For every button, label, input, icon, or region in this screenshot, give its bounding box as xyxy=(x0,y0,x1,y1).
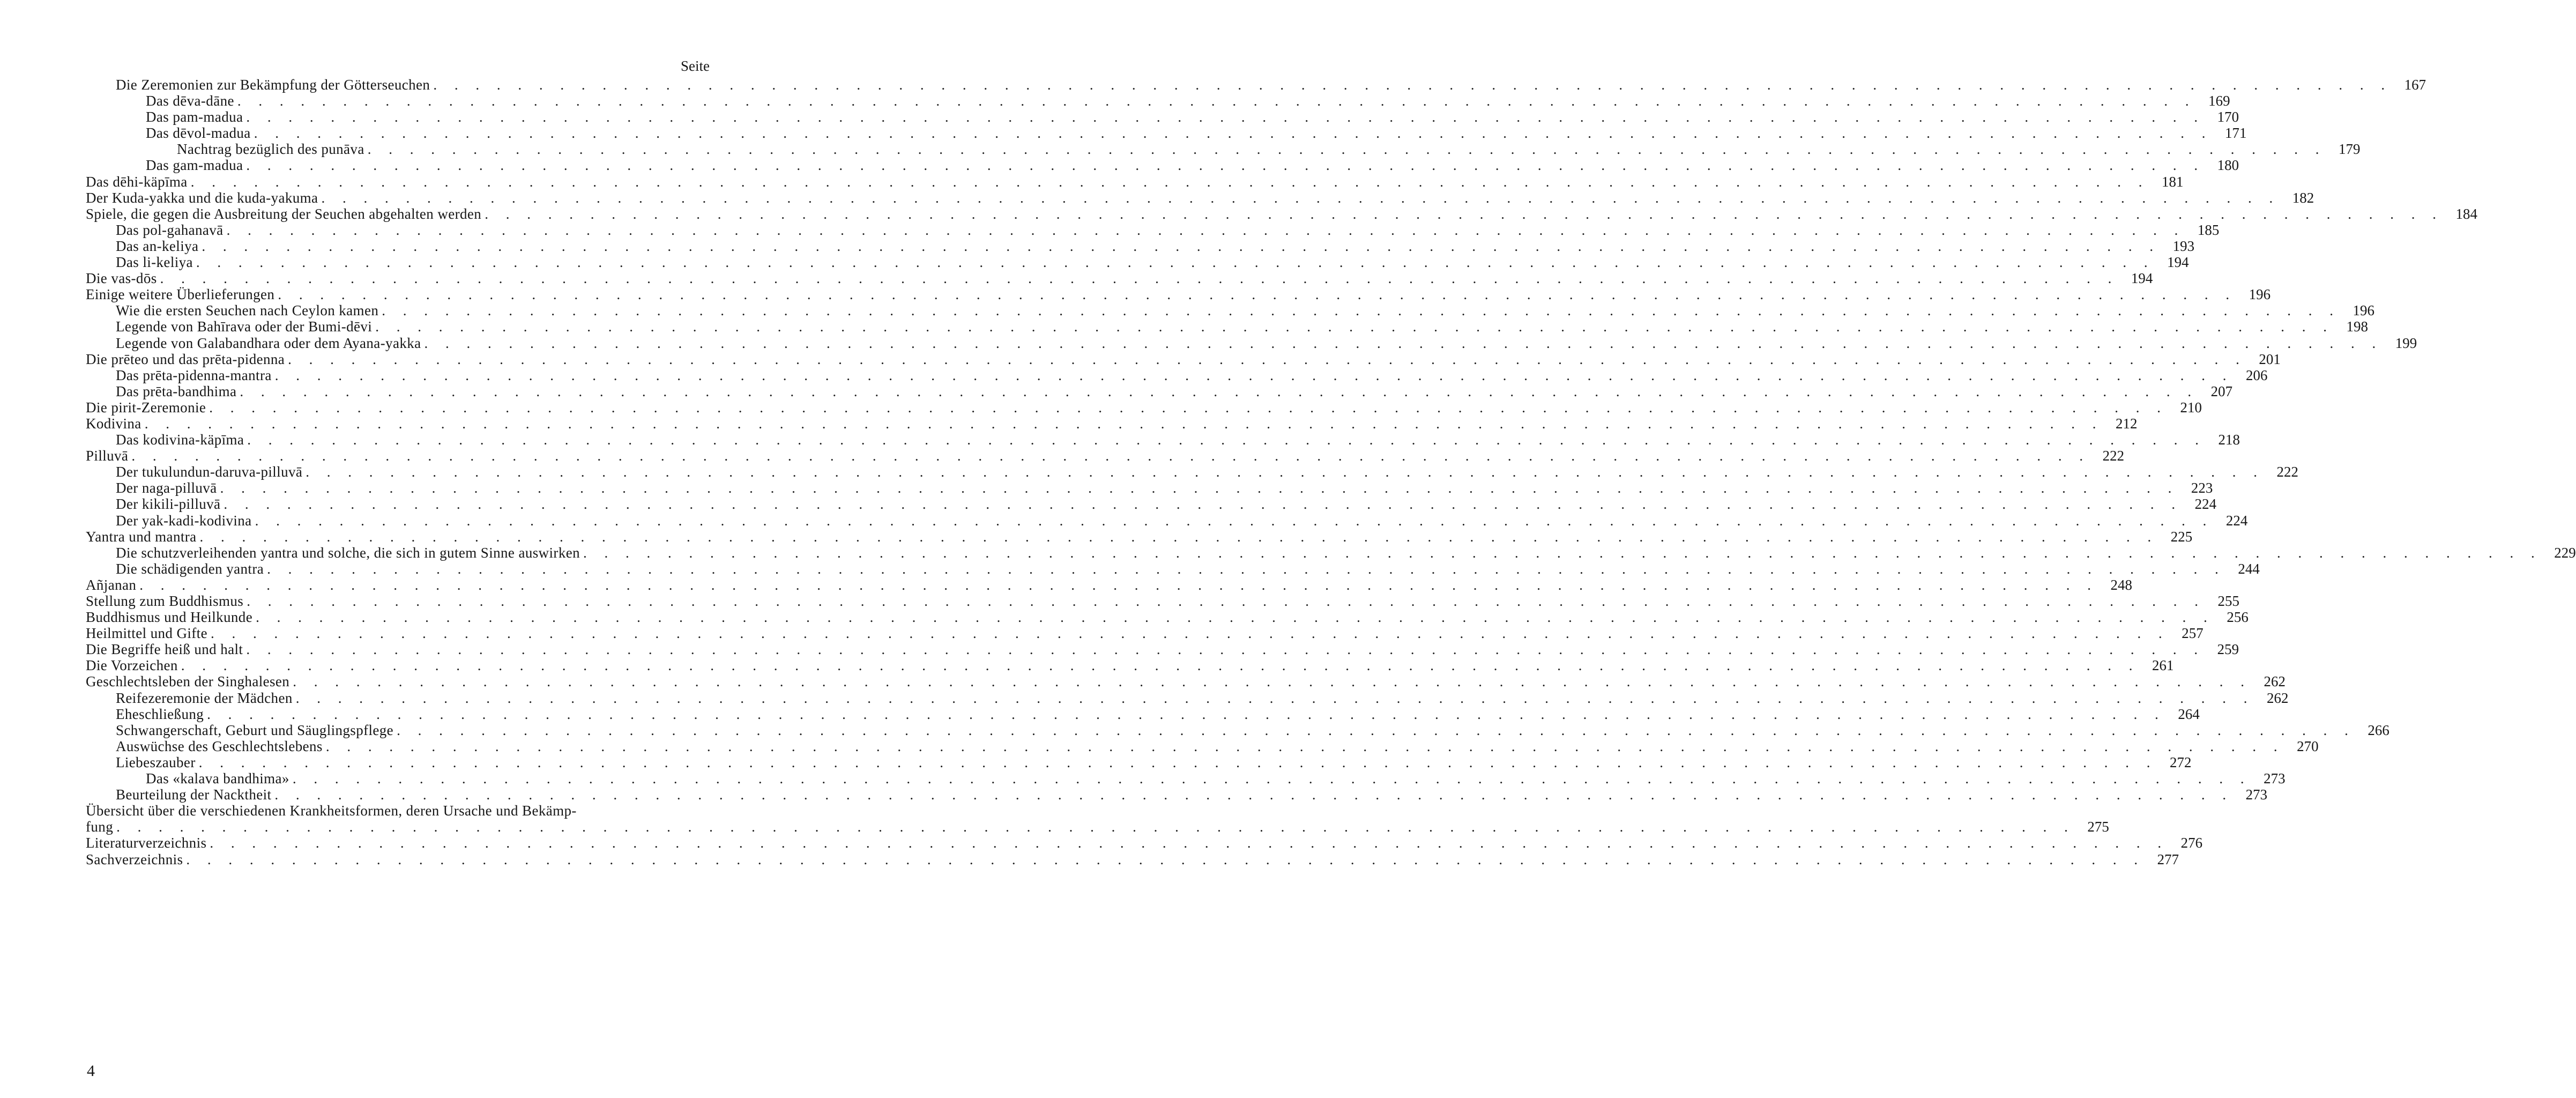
dot-leader: . . . . . . . . . . . . . . . . . . . . . . . . . . . . . . . . . . . . . . . . . . . . . . . . . . . . . . . . . . . . . . . . . . . . . . . . . . . . . . . . . . . . . . . . . . . . . xyxy=(267,560,2225,577)
toc-entry-row xyxy=(116,706,2200,722)
toc-entry-page-number: 225 xyxy=(2170,528,2193,545)
dot-leader: . . . . . . . . . . . . . . . . . . . . . . . . . . . . . . . . . . . . . . . . . . . . . . . . . . . . . . . . . . . . . . . . . . . . . . . . . . . . . . . . . . . . . . . . . . . . . xyxy=(274,787,2233,803)
toc-entry-page-number: 185 xyxy=(2197,221,2220,238)
toc-entry xyxy=(86,754,2192,770)
dot-leader: . . . . . . . . . . . . . . . . . . . . . . . . . . . . . . . . . . . . . . . . . . . . . . . . . . . . . . . . . . . . . . . . . . . . . . . . . . . . . . . . . . . . . . . . . . . . . xyxy=(181,657,2140,674)
toc-entry-title: Añjanan xyxy=(86,576,137,593)
toc-entry xyxy=(86,205,2477,222)
toc-entry-row xyxy=(86,173,2184,190)
toc-entry xyxy=(86,351,2281,367)
dot-leader: . . . . . . . . . . . . . . . . . . . . . . . . . . . . . . . . . . . . . . . . . . . . . . . . . . . . . . . . . . . . . . . . . . . . . . . . . . . . . . . . . . . . . . . . . . . . . xyxy=(254,125,2213,142)
toc-entry-row xyxy=(86,641,2239,658)
toc-entry-row xyxy=(86,415,2138,432)
toc-entry-row xyxy=(86,286,2271,303)
toc-entry-page-number: 171 xyxy=(2224,125,2247,142)
toc-entry-row xyxy=(86,657,2174,674)
toc-entry-title: Das dēhi-käpīma xyxy=(86,173,188,190)
dot-leader: . . . . . . . . . . . . . . . . . . . . . . . . . . . . . . . . . . . . . . . . . . . . . . . . . . . . . . . . . . . . . . . . . . . . . . . . . . . . . . . . . . . . . . . . . . . . . xyxy=(246,641,2205,658)
dot-leader: . . . . . . . . . . . . . . . . . . . . . . . . . . . . . . . . . . . . . . . . . . . . . . . . . . . . . . . . . . . . . . . . . . . . . . . . . . . . . . . . . . . . . . . . . . . . . xyxy=(278,286,2237,303)
dot-leader: . . . . . . . . . . . . . . . . . . . . . . . . . . . . . . . . . . . . . . . . . . . . . . . . . . . . . . . . . . . . . . . . . . . . . . . . . . . . . . . . . . . . . . . . . . . . . xyxy=(255,512,2214,529)
dot-leader: . . . . . . . . . . . . . . . . . . . . . . . . . . . . . . . . . . . . . . . . . . . . . . . . . . . . . . . . . . . . . . . . . . . . . . . . . . . . . . . . . . . . . . . . . . . . . xyxy=(116,819,2075,835)
toc-entry-title: Nachtrag bezüglich des punāva xyxy=(177,141,364,158)
toc-entry-page-number: 275 xyxy=(2087,819,2109,835)
toc-entry xyxy=(86,722,2389,738)
dot-leader: . . . . . . . . . . . . . . . . . . . . . . . . . . . . . . . . . . . . . . . . . . . . . . . . . . . . . . . . . . . . . . . . . . . . . . . . . . . . . . . . . . . . . . . . . . . . . xyxy=(246,109,2205,125)
toc-entry-title: Legende von Galabandhara oder dem Ayana-yakka xyxy=(116,335,421,351)
toc-entry-page-number: 206 xyxy=(2245,367,2268,383)
toc-entry-title: Legende von Bahīrava oder der Bumi-dēvi xyxy=(116,318,373,335)
toc-entry-row xyxy=(116,496,2217,513)
dot-leader: . . . . . . . . . . . . . . . . . . . . . . . . . . . . . . . . . . . . . . . . . . . . . . . . . . . . . . . . . . . . . . . . . . . . . . . . . . . . . . . . . . . . . . . . . . . . . xyxy=(321,189,2280,206)
toc-entry-title: Beurteilung der Nacktheit xyxy=(116,787,272,803)
toc-entry-title: Die vas-dōs xyxy=(86,270,157,287)
toc-entry-title-line: Übersicht über die verschiedenen Krankheitsformen, deren Ursache und Bekämp- xyxy=(86,803,577,819)
toc-entry-page-number: 210 xyxy=(2180,399,2202,416)
toc-entry-row xyxy=(86,593,2239,609)
toc-entry-page-number: 180 xyxy=(2217,157,2239,174)
toc-entry xyxy=(86,189,2314,206)
toc-entry-page-number: 262 xyxy=(2264,673,2285,690)
toc-entry-page-number: 194 xyxy=(2167,254,2189,271)
page-column-header: Seite xyxy=(681,58,710,74)
toc-entry-row xyxy=(116,432,2240,448)
dot-leader: . . . . . . . . . . . . . . . . . . . . . . . . . . . . . . . . . . . . . . . . . . . . . . . . . . . . . . . . . . . . . . . . . . . . . . . . . . . . . . . . . . . . . . . . . . . . . xyxy=(210,835,2169,851)
toc-entry-page-number: 270 xyxy=(2297,738,2319,754)
toc-entry xyxy=(86,738,2319,754)
toc-entry xyxy=(86,173,2184,190)
dot-leader: . . . . . . . . . . . . . . . . . . . . . . . . . . . . . . . . . . . . . . . . . . . . . . . . . . . . . . . . . . . . . . . . . . . . . . . . . . . . . . . . . . . . . . . . . . . . . xyxy=(397,722,2355,738)
toc-entry-row xyxy=(116,544,2576,561)
toc-entry-row xyxy=(116,738,2319,754)
toc-entry xyxy=(86,544,2576,561)
toc-entry-title: fung xyxy=(86,819,114,835)
toc-entry-title: Das li-keliya xyxy=(116,254,193,271)
toc-entry-row xyxy=(116,383,2233,399)
dot-leader: . . . . . . . . . . . . . . . . . . . . . . . . . . . . . . . . . . . . . . . . . . . . . . . . . . . . . . . . . . . . . . . . . . . . . . . . . . . . . . . . . . . . . . . . . . . . . xyxy=(433,77,2392,93)
toc-entry xyxy=(86,464,2299,480)
toc-entry-title: Die Vorzeichen xyxy=(86,657,178,674)
toc-entry-row xyxy=(116,560,2260,577)
toc-entry xyxy=(86,657,2174,674)
toc-entry xyxy=(86,77,2426,93)
toc-entry-row xyxy=(116,787,2268,803)
toc-entry-title: Die schutzverleihenden yantra und solche, die sich in gutem Sinne auswirken xyxy=(116,544,580,561)
dot-leader: . . . . . . . . . . . . . . . . . . . . . . . . . . . . . . . . . . . . . . . . . . . . . . . . . . . . . . . . . . . . . . . . . . . . . . . . . . . . . . . . . . . . . . . . . . . . . xyxy=(226,221,2185,238)
toc-entry xyxy=(86,415,2138,432)
toc-entry-title: Der kikili-pilluvā xyxy=(116,496,221,513)
page-number: 4 xyxy=(87,1062,95,1080)
toc-entry xyxy=(86,399,2202,416)
toc-entry-row xyxy=(116,754,2192,770)
toc-entry-row xyxy=(146,770,2285,787)
toc-entry xyxy=(86,318,2368,335)
toc-entry xyxy=(86,770,2285,787)
toc-entry-page-number: 170 xyxy=(2217,109,2239,125)
toc-entry-page-number: 244 xyxy=(2238,560,2260,577)
toc-entry-page-number: 212 xyxy=(2115,415,2138,432)
toc-entry-page-number: 261 xyxy=(2152,657,2174,674)
toc-entry xyxy=(86,803,2109,835)
toc-entry xyxy=(86,335,2417,351)
toc-entry xyxy=(86,706,2200,722)
toc-entry-title: Pilluvā xyxy=(86,448,129,464)
toc-entry-row xyxy=(116,512,2248,529)
toc-entry xyxy=(86,528,2193,545)
toc-entry-page-number: 229 xyxy=(2554,544,2576,561)
toc-entry-title: Liebeszauber xyxy=(116,754,196,770)
toc-entry-page-number: 201 xyxy=(2259,351,2281,367)
toc-entry-title: Die Begriffe heiß und halt xyxy=(86,641,243,658)
toc-entry-title: Heilmittel und Gifte xyxy=(86,625,207,642)
dot-leader: . . . . . . . . . . . . . . . . . . . . . . . . . . . . . . . . . . . . . . . . . . . . . . . . . . . . . . . . . . . . . . . . . . . . . . . . . . . . . . . . . . . . . . . . . . . . . xyxy=(196,254,2155,271)
toc-entry-row xyxy=(86,528,2193,545)
toc-entry-row xyxy=(116,335,2417,351)
toc-entry xyxy=(86,141,2361,158)
toc-entry-page-number: 184 xyxy=(2455,205,2477,222)
toc-entry-title: Auswüchse des Geschlechtslebens xyxy=(116,738,323,754)
dot-leader: . . . . . . . . . . . . . . . . . . . . . . . . . . . . . . . . . . . . . . . . . . . . . . . . . . . . . . . . . . . . . . . . . . . . . . . . . . . . . . . . . . . . . . . . . . . . . xyxy=(160,270,2119,287)
toc-entry-row xyxy=(116,77,2426,93)
toc-entry-row xyxy=(86,851,2179,867)
toc-entry-row xyxy=(86,673,2285,690)
toc-entry-row xyxy=(116,367,2268,383)
dot-leader: . . . . . . . . . . . . . . . . . . . . . . . . . . . . . . . . . . . . . . . . . . . . . . . . . . . . . . . . . . . . . . . . . . . . . . . . . . . . . . . . . . . . . . . . . . . . . xyxy=(306,464,2265,480)
toc-entry-page-number: 255 xyxy=(2217,593,2239,609)
toc-entry-page-number: 193 xyxy=(2172,238,2195,254)
toc-entry-row xyxy=(116,318,2368,335)
toc-entry-title: Yantra und mantra xyxy=(86,528,197,545)
toc-entry-page-number: 273 xyxy=(2245,787,2268,803)
toc-entry xyxy=(86,673,2285,690)
toc-entry-row xyxy=(177,141,2361,158)
toc-entry-row xyxy=(116,302,2374,319)
toc-entry-row xyxy=(116,464,2299,480)
toc-entry xyxy=(86,157,2239,174)
toc-entry-title: Das prēta-bandhima xyxy=(116,383,237,399)
toc-entry-row xyxy=(86,270,2153,287)
toc-entry xyxy=(86,125,2247,142)
toc-entry-page-number: 207 xyxy=(2210,383,2233,399)
toc-entry xyxy=(86,560,2260,577)
toc-entry-title: Das gam-madua xyxy=(146,157,243,174)
toc-entry xyxy=(86,625,2203,642)
toc-entry-page-number: 224 xyxy=(2225,512,2248,529)
toc-entry-title: Der tukulundun-daruva-pilluvā xyxy=(116,464,303,480)
toc-entry-row xyxy=(86,576,2133,593)
toc-entry-row xyxy=(86,205,2477,222)
dot-leader: . . . . . . . . . . . . . . . . . . . . . . . . . . . . . . . . . . . . . . . . . . . . . . . . . . . . . . . . . . . . . . . . . . . . . . . . . . . . . . . . . . . . . . . . . . . . . xyxy=(190,173,2149,190)
toc-entry-page-number: 276 xyxy=(2180,835,2203,851)
toc-entry-title: Die prēteo und das prēta-pidenna xyxy=(86,351,285,367)
toc-entry-title: Kodivina xyxy=(86,415,142,432)
toc-entry-page-number: 264 xyxy=(2178,706,2200,722)
toc-entry-title: Das an-keliya xyxy=(116,238,199,254)
toc-entry-row xyxy=(116,480,2213,496)
toc-entry-title: Literaturverzeichnis xyxy=(86,835,207,851)
toc-entry-title: Das pam-madua xyxy=(146,109,243,125)
toc-entry-title: Einige weitere Überlieferungen xyxy=(86,286,275,303)
dot-leader: . . . . . . . . . . . . . . . . . . . . . . . . . . . . . . . . . . . . . . . . . . . . . . . . . . . . . . . . . . . . . . . . . . . . . . . . . . . . . . . . . . . . . . . . . . . . . xyxy=(293,673,2251,690)
toc-entry-title: Die schädigenden yantra xyxy=(116,560,264,577)
toc-entry-page-number: 259 xyxy=(2217,641,2239,658)
toc-entry-page-number: 198 xyxy=(2346,318,2368,335)
toc-entry-title: Geschlechtsleben der Singhalesen xyxy=(86,673,290,690)
toc-entry-title: Die pirit-Zeremonie xyxy=(86,399,206,416)
dot-leader: . . . . . . . . . . . . . . . . . . . . . . . . . . . . . . . . . . . . . . . . . . . . . . . . . . . . . . . . . . . . . . . . . . . . . . . . . . . . . . . . . . . . . . . . . . . . . xyxy=(367,141,2326,158)
toc-entry-row xyxy=(86,351,2281,367)
toc-entry-page-number: 167 xyxy=(2404,77,2426,93)
toc-entry-title: Wie die ersten Seuchen nach Ceylon kamen xyxy=(116,302,379,319)
toc-entry xyxy=(86,367,2268,383)
toc-entry-page-number: 169 xyxy=(2208,93,2230,109)
toc-entry-title: Der naga-pilluvā xyxy=(116,480,217,496)
dot-leader: . . . . . . . . . . . . . . . . . . . . . . . . . . . . . . . . . . . . . . . . . . . . . . . . . . . . . . . . . . . . . . . . . . . . . . . . . . . . . . . . . . . . . . . . . . . . . xyxy=(424,335,2383,351)
toc-entry-title: Das prēta-pidenna-mantra xyxy=(116,367,272,383)
dot-leader: . . . . . . . . . . . . . . . . . . . . . . . . . . . . . . . . . . . . . . . . . . . . . . . . . . . . . . . . . . . . . . . . . . . . . . . . . . . . . . . . . . . . . . . . . . . . . xyxy=(325,738,2284,754)
toc-entry-title: Die Zeremonien zur Bekämpfung der Götterseuchen xyxy=(116,77,430,93)
toc-entry xyxy=(86,593,2239,609)
toc-entry-page-number: 182 xyxy=(2292,189,2314,206)
toc-entry xyxy=(86,448,2125,464)
dot-leader: . . . . . . . . . . . . . . . . . . . . . . . . . . . . . . . . . . . . . . . . . . . . . . . . . . . . . . . . . . . . . . . . . . . . . . . . . . . . . . . . . . . . . . . . . . . . . xyxy=(247,593,2205,609)
toc-entry-page-number: 273 xyxy=(2264,770,2285,787)
toc-entry-title: Der Kuda-yakka und die kuda-yakuma xyxy=(86,189,318,206)
toc-entry-page-number: 196 xyxy=(2249,286,2271,303)
toc-entry-row xyxy=(86,819,2109,835)
toc-entry-page-number: 179 xyxy=(2338,141,2361,158)
dot-leader: . . . . . . . . . . . . . . . . . . . . . . . . . . . . . . . . . . . . . . . . . . . . . . . . . . . . . . . . . . . . . . . . . . . . . . . . . . . . . . . . . . . . . . . . . . . . . xyxy=(583,544,2542,561)
dot-leader: . . . . . . . . . . . . . . . . . . . . . . . . . . . . . . . . . . . . . . . . . . . . . . . . . . . . . . . . . . . . . . . . . . . . . . . . . . . . . . . . . . . . . . . . . . . . . xyxy=(139,576,2098,593)
dot-leader: . . . . . . . . . . . . . . . . . . . . . . . . . . . . . . . . . . . . . . . . . . . . . . . . . . . . . . . . . . . . . . . . . . . . . . . . . . . . . . . . . . . . . . . . . . . . . xyxy=(220,480,2179,496)
dot-leader: . . . . . . . . . . . . . . . . . . . . . . . . . . . . . . . . . . . . . . . . . . . . . . . . . . . . . . . . . . . . . . . . . . . . . . . . . . . . . . . . . . . . . . . . . . . . . xyxy=(240,383,2199,399)
dot-leader: . . . . . . . . . . . . . . . . . . . . . . . . . . . . . . . . . . . . . . . . . . . . . . . . . . . . . . . . . . . . . . . . . . . . . . . . . . . . . . . . . . . . . . . . . . . . . xyxy=(237,93,2196,109)
toc-entry xyxy=(86,302,2374,319)
toc-entry xyxy=(86,496,2217,513)
toc-entry xyxy=(86,576,2133,593)
toc-entry-title: Eheschließung xyxy=(116,706,204,722)
table-of-contents xyxy=(86,77,2576,867)
toc-entry-title: Das dēva-dāne xyxy=(146,93,234,109)
toc-entry-row xyxy=(116,689,2289,706)
toc-entry xyxy=(86,286,2271,303)
dot-leader: . . . . . . . . . . . . . . . . . . . . . . . . . . . . . . . . . . . . . . . . . . . . . . . . . . . . . . . . . . . . . . . . . . . . . . . . . . . . . . . . . . . . . . . . . . . . . xyxy=(199,528,2158,545)
dot-leader: . . . . . . . . . . . . . . . . . . . . . . . . . . . . . . . . . . . . . . . . . . . . . . . . . . . . . . . . . . . . . . . . . . . . . . . . . . . . . . . . . . . . . . . . . . . . . xyxy=(288,351,2246,367)
toc-entry-title: Der yak-kadi-kodivina xyxy=(116,512,252,529)
dot-leader: . . . . . . . . . . . . . . . . . . . . . . . . . . . . . . . . . . . . . . . . . . . . . . . . . . . . . . . . . . . . . . . . . . . . . . . . . . . . . . . . . . . . . . . . . . . . . xyxy=(292,770,2251,787)
dot-leader: . . . . . . . . . . . . . . . . . . . . . . . . . . . . . . . . . . . . . . . . . . . . . . . . . . . . . . . . . . . . . . . . . . . . . . . . . . . . . . . . . . . . . . . . . . . . . xyxy=(224,496,2183,513)
dot-leader: . . . . . . . . . . . . . . . . . . . . . . . . . . . . . . . . . . . . . . . . . . . . . . . . . . . . . . . . . . . . . . . . . . . . . . . . . . . . . . . . . . . . . . . . . . . . . xyxy=(274,367,2233,383)
toc-entry-page-number: 256 xyxy=(2227,609,2249,626)
toc-entry-page-number: 194 xyxy=(2131,270,2153,287)
toc-entry-title: Stellung zum Buddhismus xyxy=(86,593,244,609)
dot-leader: . . . . . . . . . . . . . . . . . . . . . . . . . . . . . . . . . . . . . . . . . . . . . . . . . . . . . . . . . . . . . . . . . . . . . . . . . . . . . . . . . . . . . . . . . . . . . xyxy=(246,157,2205,174)
toc-entry-title: Das «kalava bandhima» xyxy=(146,770,289,787)
dot-leader: . . . . . . . . . . . . . . . . . . . . . . . . . . . . . . . . . . . . . . . . . . . . . . . . . . . . . . . . . . . . . . . . . . . . . . . . . . . . . . . . . . . . . . . . . . . . . xyxy=(202,238,2161,254)
dot-leader: . . . . . . . . . . . . . . . . . . . . . . . . . . . . . . . . . . . . . . . . . . . . . . . . . . . . . . . . . . . . . . . . . . . . . . . . . . . . . . . . . . . . . . . . . . . . . xyxy=(209,399,2168,416)
toc-entry-page-number: 224 xyxy=(2194,496,2217,513)
toc-entry-page-number: 257 xyxy=(2182,625,2203,642)
toc-entry-page-number: 218 xyxy=(2218,432,2240,448)
toc-entry-row xyxy=(146,109,2239,125)
toc-entry xyxy=(86,835,2203,851)
toc-entry-title: Schwangerschaft, Geburt und Säuglingspflege xyxy=(116,722,394,738)
toc-entry-page-number: 248 xyxy=(2110,576,2133,593)
toc-entry-row xyxy=(146,93,2230,109)
toc-entry-title: Das dēvol-madua xyxy=(146,125,251,142)
toc-entry xyxy=(86,432,2240,448)
toc-entry xyxy=(86,787,2268,803)
dot-leader: . . . . . . . . . . . . . . . . . . . . . . . . . . . . . . . . . . . . . . . . . . . . . . . . . . . . . . . . . . . . . . . . . . . . . . . . . . . . . . . . . . . . . . . . . . . . . xyxy=(131,448,2090,464)
toc-entry xyxy=(86,238,2195,254)
dot-leader: . . . . . . . . . . . . . . . . . . . . . . . . . . . . . . . . . . . . . . . . . . . . . . . . . . . . . . . . . . . . . . . . . . . . . . . . . . . . . . . . . . . . . . . . . . . . . xyxy=(186,851,2145,867)
toc-entry-page-number: 222 xyxy=(2276,464,2299,480)
dot-leader: . . . . . . . . . . . . . . . . . . . . . . . . . . . . . . . . . . . . . . . . . . . . . . . . . . . . . . . . . . . . . . . . . . . . . . . . . . . . . . . . . . . . . . . . . . . . . xyxy=(485,205,2443,222)
toc-entry-row xyxy=(146,157,2239,174)
toc-entry-row xyxy=(116,238,2195,254)
dot-leader: . . . . . . . . . . . . . . . . . . . . . . . . . . . . . . . . . . . . . . . . . . . . . . . . . . . . . . . . . . . . . . . . . . . . . . . . . . . . . . . . . . . . . . . . . . . . . xyxy=(382,302,2340,319)
toc-entry-row xyxy=(116,221,2220,238)
toc-entry xyxy=(86,383,2233,399)
toc-entry-page-number: 199 xyxy=(2395,335,2417,351)
toc-entry-title: Spiele, die gegen die Ausbreitung der Seuchen abgehalten werden xyxy=(86,205,482,222)
toc-entry-title: Buddhismus und Heilkunde xyxy=(86,609,253,626)
toc-entry-page-number: 222 xyxy=(2102,448,2125,464)
toc-entry-page-number: 266 xyxy=(2367,722,2389,738)
dot-leader: . . . . . . . . . . . . . . . . . . . . . . . . . . . . . . . . . . . . . . . . . . . . . . . . . . . . . . . . . . . . . . . . . . . . . . . . . . . . . . . . . . . . . . . . . . . . . xyxy=(210,625,2169,642)
dot-leader: . . . . . . . . . . . . . . . . . . . . . . . . . . . . . . . . . . . . . . . . . . . . . . . . . . . . . . . . . . . . . . . . . . . . . . . . . . . . . . . . . . . . . . . . . . . . . xyxy=(207,706,2165,722)
toc-entry-row xyxy=(86,625,2203,642)
toc-entry-row xyxy=(86,448,2125,464)
toc-entry-row xyxy=(86,609,2249,626)
toc-entry xyxy=(86,641,2239,658)
toc-entry xyxy=(86,851,2179,867)
toc-entry-row xyxy=(86,835,2203,851)
toc-entry-row xyxy=(86,399,2202,416)
toc-entry xyxy=(86,254,2189,271)
dot-leader: . . . . . . . . . . . . . . . . . . . . . . . . . . . . . . . . . . . . . . . . . . . . . . . . . . . . . . . . . . . . . . . . . . . . . . . . . . . . . . . . . . . . . . . . . . . . . xyxy=(144,415,2103,432)
toc-entry-title: Das kodivina-käpīma xyxy=(116,432,244,448)
toc-entry xyxy=(86,480,2213,496)
dot-leader: . . . . . . . . . . . . . . . . . . . . . . . . . . . . . . . . . . . . . . . . . . . . . . . . . . . . . . . . . . . . . . . . . . . . . . . . . . . . . . . . . . . . . . . . . . . . . xyxy=(256,609,2214,626)
toc-entry-title: Das pol-gahanavā xyxy=(116,221,224,238)
toc-entry-row xyxy=(86,189,2314,206)
toc-entry xyxy=(86,270,2153,287)
toc-entry-title: Sachverzeichnis xyxy=(86,851,183,867)
dot-leader: . . . . . . . . . . . . . . . . . . . . . . . . . . . . . . . . . . . . . . . . . . . . . . . . . . . . . . . . . . . . . . . . . . . . . . . . . . . . . . . . . . . . . . . . . . . . . xyxy=(295,689,2254,706)
toc-entry xyxy=(86,93,2230,109)
toc-entry-page-number: 262 xyxy=(2266,689,2289,706)
toc-entry-page-number: 181 xyxy=(2161,173,2184,190)
toc-entry xyxy=(86,689,2289,706)
toc-entry xyxy=(86,221,2220,238)
dot-leader: . . . . . . . . . . . . . . . . . . . . . . . . . . . . . . . . . . . . . . . . . . . . . . . . . . . . . . . . . . . . . . . . . . . . . . . . . . . . . . . . . . . . . . . . . . . . . xyxy=(198,754,2157,770)
toc-entry-page-number: 223 xyxy=(2191,480,2213,496)
toc-entry-title: Reifezeremonie der Mädchen xyxy=(116,689,293,706)
toc-entry-row xyxy=(116,722,2389,738)
toc-entry-row xyxy=(146,125,2247,142)
toc-entry xyxy=(86,512,2248,529)
toc-entry-row xyxy=(116,254,2189,271)
toc-entry-page-number: 196 xyxy=(2352,302,2374,319)
toc-entry-page-number: 277 xyxy=(2157,851,2179,867)
dot-leader: . . . . . . . . . . . . . . . . . . . . . . . . . . . . . . . . . . . . . . . . . . . . . . . . . . . . . . . . . . . . . . . . . . . . . . . . . . . . . . . . . . . . . . . . . . . . . xyxy=(247,432,2206,448)
dot-leader: . . . . . . . . . . . . . . . . . . . . . . . . . . . . . . . . . . . . . . . . . . . . . . . . . . . . . . . . . . . . . . . . . . . . . . . . . . . . . . . . . . . . . . . . . . . . . xyxy=(375,318,2334,335)
toc-entry-page-number: 272 xyxy=(2169,754,2192,770)
toc-entry xyxy=(86,109,2239,125)
toc-entry xyxy=(86,609,2249,626)
